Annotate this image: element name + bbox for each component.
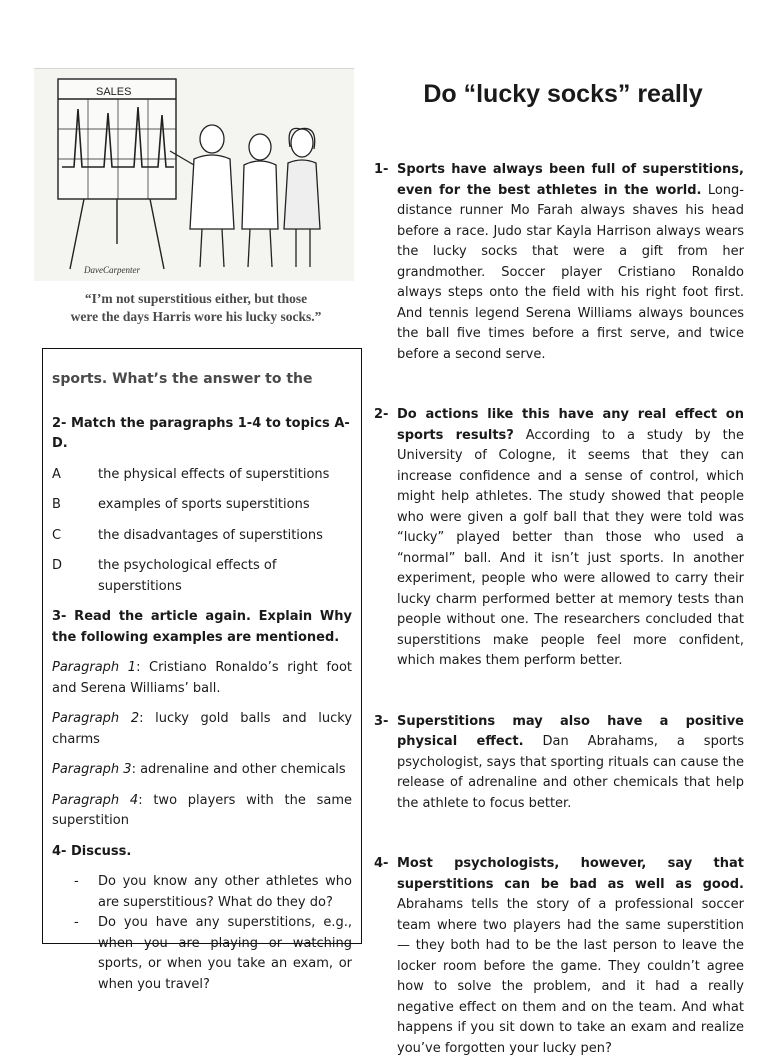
topics-list xyxy=(52,465,352,598)
discussion-item xyxy=(74,913,352,995)
example-label: Paragraph 3 xyxy=(52,762,132,777)
paragraph-number: 3- xyxy=(374,713,389,729)
paragraph-number: 2- xyxy=(374,407,389,422)
topic-item xyxy=(52,556,352,597)
example-paragraph-4 xyxy=(52,791,352,832)
paragraph-number: 1- xyxy=(374,162,389,177)
topic-text: the physical effects of superstitions xyxy=(98,466,330,482)
topic-letter: C xyxy=(52,527,62,543)
paragraph-lead: Most psychologists, however, say that superstitions can be bad as well as good. xyxy=(397,856,744,892)
question-2-title: 2- Match the paragraphs 1-4 to topics A-D. xyxy=(52,415,350,451)
sales-sign-text: SALES xyxy=(96,86,132,98)
article-title: Do “lucky socks” really xyxy=(423,80,703,108)
list-dash: - xyxy=(74,915,79,930)
topic-letter: B xyxy=(52,497,61,512)
article-paragraph-2 xyxy=(374,405,744,672)
topic-item xyxy=(52,465,352,486)
example-label: Paragraph 2 xyxy=(52,711,140,726)
example-text: : Cristiano Ronaldo’s right foot and Serena Williams’ ball. xyxy=(52,660,353,696)
example-text: : adrenaline and other chemicals xyxy=(131,762,346,777)
example-label: Paragraph 4 xyxy=(52,792,139,808)
cartoon-caption xyxy=(36,290,356,326)
topic-letter: A xyxy=(52,466,61,482)
example-paragraph-3 xyxy=(52,760,352,781)
caption-line-2: were the days Harris wore his lucky socks.” xyxy=(70,309,322,324)
paragraph-lead: Do actions like this have any real effect on sports results? xyxy=(397,407,744,443)
example-text: : two players with the same superstition xyxy=(52,792,352,828)
discussion-text: Do you know any other athletes who are superstitious? What do they do? xyxy=(98,874,352,910)
discussion-list xyxy=(52,872,352,995)
paragraph-number: 4- xyxy=(374,856,389,871)
question-4-title: 4- Discuss. xyxy=(52,843,132,859)
paragraph-text: According to a study by the University of Cologne, it seems that they can increase confidence and a sense of control, which might help athletes. The study showed that people who were given a golf ball that they were told was “lucky” played better than those who used a “normal” ball. And it isn’t just sports. In another experiment, people who were allowed to carry their lucky charm performed better at memory tests than people without one. The researchers concluded that superstitions make people feel more confident, which makes them perform better. xyxy=(397,427,744,668)
article-paragraph-1 xyxy=(374,160,744,365)
article-body xyxy=(374,160,744,1059)
box-heading: sports. What’s the answer to the xyxy=(52,371,313,387)
list-dash: - xyxy=(74,874,79,889)
cartoonist-signature: DaveCarpenter xyxy=(84,265,140,275)
cartoon-drawing xyxy=(34,69,354,281)
question-3-title: 3- Read the article again. Explain Why the following examples are mentioned. xyxy=(52,609,352,645)
topic-item xyxy=(52,526,352,547)
article-paragraph-3 xyxy=(374,712,744,815)
topic-text: the psychological effects of superstitions xyxy=(98,558,277,594)
example-text: : lucky gold balls and lucky charms xyxy=(52,711,353,747)
article-paragraph-4 xyxy=(374,854,744,1059)
topic-item xyxy=(52,495,352,516)
example-label: Paragraph 1 xyxy=(52,660,137,675)
caption-line-1: “I’m not superstitious either, but those xyxy=(84,291,308,306)
cartoon-illustration xyxy=(34,68,354,281)
example-paragraph-1 xyxy=(52,658,352,699)
exercise-box xyxy=(42,348,362,992)
paragraph-lead: Superstitions may also have a positive physical effect. xyxy=(397,713,744,749)
topic-text: the disadvantages of superstitions xyxy=(98,527,323,543)
example-paragraph-2 xyxy=(52,709,352,750)
topic-letter: D xyxy=(52,558,63,573)
discussion-item xyxy=(74,872,352,913)
paragraph-lead: Sports have always been full of superstitions, even for the best athletes in the world. xyxy=(397,162,744,198)
paragraph-text: Abrahams tells the story of a professional soccer team where two players had the same superstition — they both had to be the last person to leave the locker room before the game. They couldn’t agree how to solve the problem, and it had a really negative effect on them and on the team. And what happens if you sit down to take an exam and realize you’ve forgotten your lucky pen? xyxy=(397,897,744,1056)
paragraph-text: Long-distance runner Mo Farah always shaves his head before a race. Judo star Kayla Harrison always wears the lucky socks that were a gift from her grandmother. Soccer player Cristiano Ronaldo always steps onto the field with his right foot first. And tennis legend Serena Williams always bounces the ball five times before a first serve, and twice before a second serve. xyxy=(397,182,744,362)
discussion-text: Do you have any superstitions, e.g., when you are playing or watching sports, or when you take an exam, or when you travel? xyxy=(98,915,352,992)
topic-text: examples of sports superstitions xyxy=(98,497,310,512)
paragraph-text: Dan Abrahams, a sports psychologist, says that sporting rituals can cause the release of adrenaline and other chemicals that help the athlete to focus better. xyxy=(397,734,745,811)
